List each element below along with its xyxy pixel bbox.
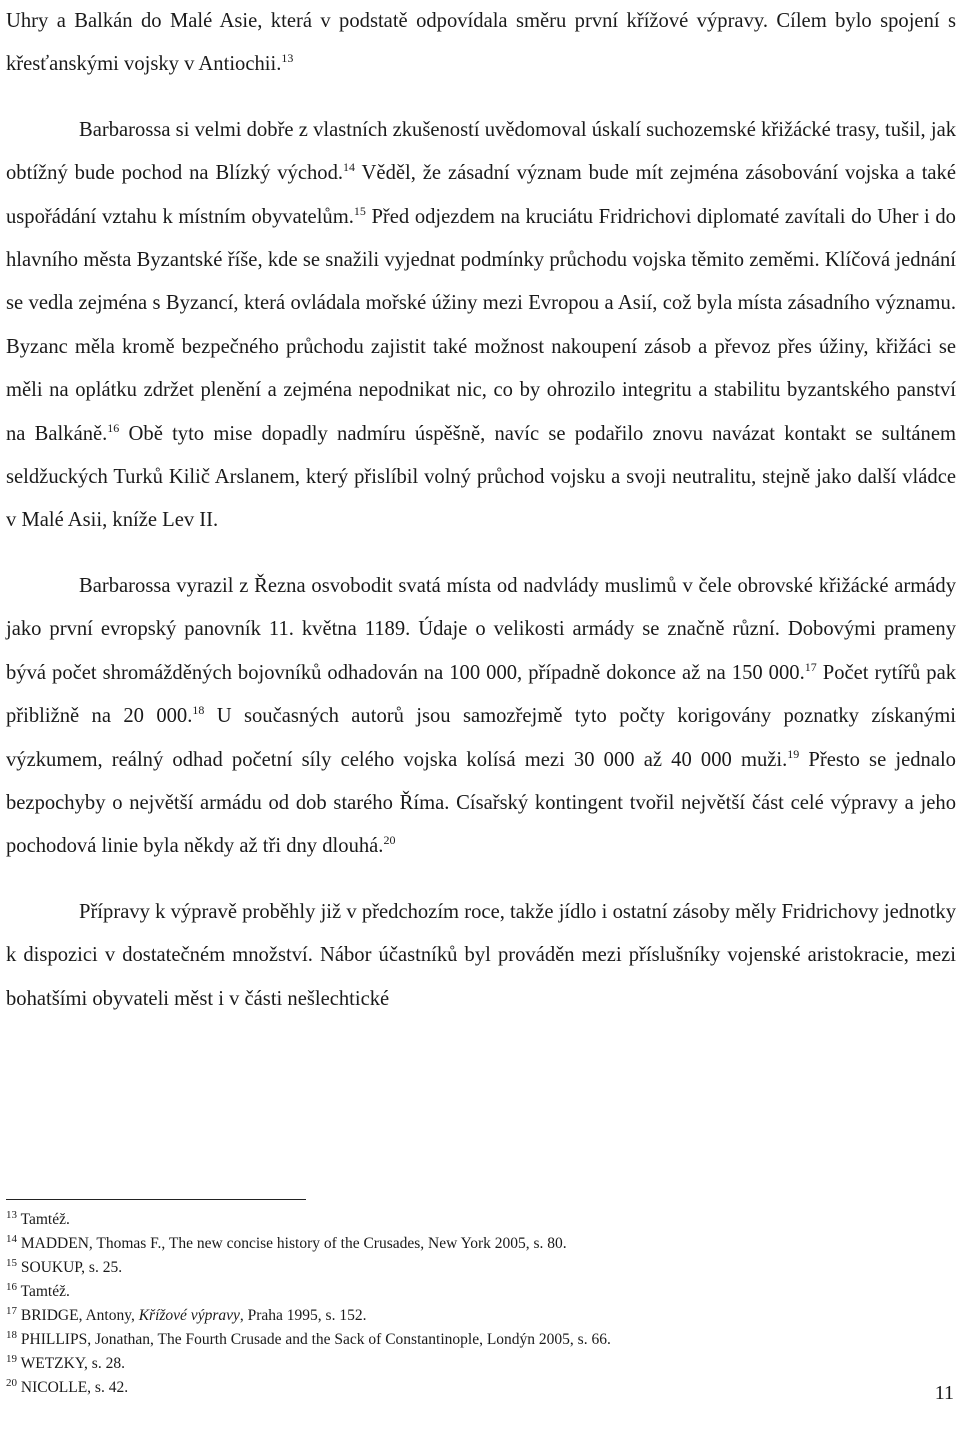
footnote-item — [6, 1352, 906, 1376]
paragraph-preparations — [6, 891, 956, 1021]
text-run: Přípravy k výpravě proběhly již v předchozím roce, takže jídlo i ostatní zásoby měly Fridrichovy jednotky k dispozici v dostatečném množství. Nábor účastníků byl prováděn mezi příslušníky vojenské aristokracie, mezi bohatšími obyvateli měst i v části nešlechtické — [6, 900, 956, 1010]
footnote-item — [6, 1256, 906, 1280]
footnote-item — [6, 1376, 906, 1400]
footnote-number: 13 — [6, 1209, 17, 1221]
text-run: NICOLLE, s. 42. — [20, 1379, 129, 1396]
footnote-number: 18 — [6, 1329, 17, 1341]
text-run: Uhry a Balkán do Malé Asie, která v podstatě odpovídala směru první křížové výpravy. Cílem bylo spojení s křesťanskými vojsky v Antiochii. — [6, 10, 956, 76]
text-run: Počet rytířů pak přibližně na 20 000. — [6, 661, 957, 728]
footnote-reference: 14 — [343, 160, 356, 175]
text-run: Tamtéž. — [20, 1211, 70, 1228]
paragraph-continuation — [6, 0, 956, 87]
text-run: Obě tyto mise dopadly nadmíru úspěšně, navíc se podařilo znovu navázat kontakt se sultánem seldžuckých Turků Kilič Arslanem, který přislíbil volný průchod vojsku a svoji neutralitu, stejně jako další vládce v Malé Asii, kníže Lev II. — [6, 422, 956, 532]
text-run: Barbarossa si velmi dobře z vlastních zkušeností uvědomoval úskalí suchozemské křižácké trasy, tušil, jak obtížný bude pochod na Blízký východ. — [6, 118, 956, 185]
footnote-reference: 16 — [107, 420, 120, 435]
footnote-item — [6, 1304, 906, 1328]
footnote-number: 14 — [6, 1233, 17, 1245]
footnote-reference: 20 — [383, 833, 396, 848]
text-run: Barbarossa vyrazil z Řezna osvobodit svatá místa od nadvlády muslimů v čele obrovské křižácké armády jako první evropský panovník 11. května 1189. Údaje o velikosti armády se značně různí. Dobovými prameny bývá počet shromážděných bojovníků odhadován na 100 000, případně dokonce až na 150 000. — [6, 574, 956, 684]
footnote-reference: 19 — [787, 746, 800, 761]
footnote-number: 16 — [6, 1281, 17, 1293]
footnote-number: 15 — [6, 1257, 17, 1269]
footnote-number: 20 — [6, 1377, 17, 1389]
text-run: Před odjezdem na kruciátu Fridrichovi diplomaté zavítali do Uher i do hlavního města Byzantské říše, kde se snažili vyjednat podmínky průchodu vojska těmito zeměmi. Klíčová jednání se vedla zejména s Byzancí, která ovládala mořské úžiny mezi Evropou a Asií, což byla místa zásadního významu. Byzanc měla kromě bezpečného průchodu zajistit také možnost nakoupení zásob a převoz přes úžiny, křižáci se měli na oplátku zdržet plenění a zejména nepodnikat nic, co by ohrozilo integritu a stabilitu byzantského panství na Balkáně. — [6, 205, 956, 445]
text-run: Věděl, že zásadní význam bude mít zejména zásobování vojska a také uspořádání vztahu k místním obyvatelům. — [6, 162, 956, 228]
footnote-reference: 13 — [281, 51, 294, 66]
text-run: WETZKY, s. 28. — [20, 1355, 125, 1372]
footnote-item — [6, 1280, 906, 1304]
paragraph-diplomacy — [6, 109, 956, 543]
footnote-reference: 18 — [192, 703, 205, 718]
footnote-item — [6, 1232, 906, 1256]
text-run: Tamtéž. — [20, 1283, 70, 1300]
footnote-reference: 15 — [353, 203, 366, 218]
text-run: , Praha 1995, s. 152. — [239, 1307, 367, 1324]
footnote-item — [6, 1208, 906, 1232]
footnote-number: 19 — [6, 1353, 17, 1365]
footnote-separator — [6, 1199, 306, 1200]
text-run: MADDEN, Thomas F., The new concise history of the Crusades, New York 2005, s. 80. — [20, 1235, 567, 1252]
footnote-number: 17 — [6, 1305, 17, 1317]
text-run: Přesto se jednalo bezpochyby o největší armádu od dob starého Říma. Císařský kontingent tvořil největší část celé výpravy a jeho pochodová linie byla někdy až tři dny dlouhá. — [6, 748, 956, 858]
italic-title: Křížové výpravy — [138, 1307, 240, 1324]
footnotes-list — [6, 1208, 906, 1400]
text-run: U současných autorů jsou samozřejmě tyto počty korigovány poznatky získanými výzkumem, reálný odhad početní síly celého vojska kolísá mezi 30 000 až 40 000 muži. — [6, 705, 956, 771]
footnote-item — [6, 1328, 906, 1352]
paragraph-army — [6, 565, 956, 869]
page-number: 11 — [934, 1382, 954, 1404]
text-run: SOUKUP, s. 25. — [20, 1259, 123, 1276]
text-run: BRIDGE, Antony, — [20, 1307, 139, 1324]
document-page — [6, 0, 956, 1021]
footnote-reference: 17 — [804, 659, 817, 674]
text-run: PHILLIPS, Jonathan, The Fourth Crusade and the Sack of Constantinople, Londýn 2005, s. 66. — [20, 1331, 611, 1348]
